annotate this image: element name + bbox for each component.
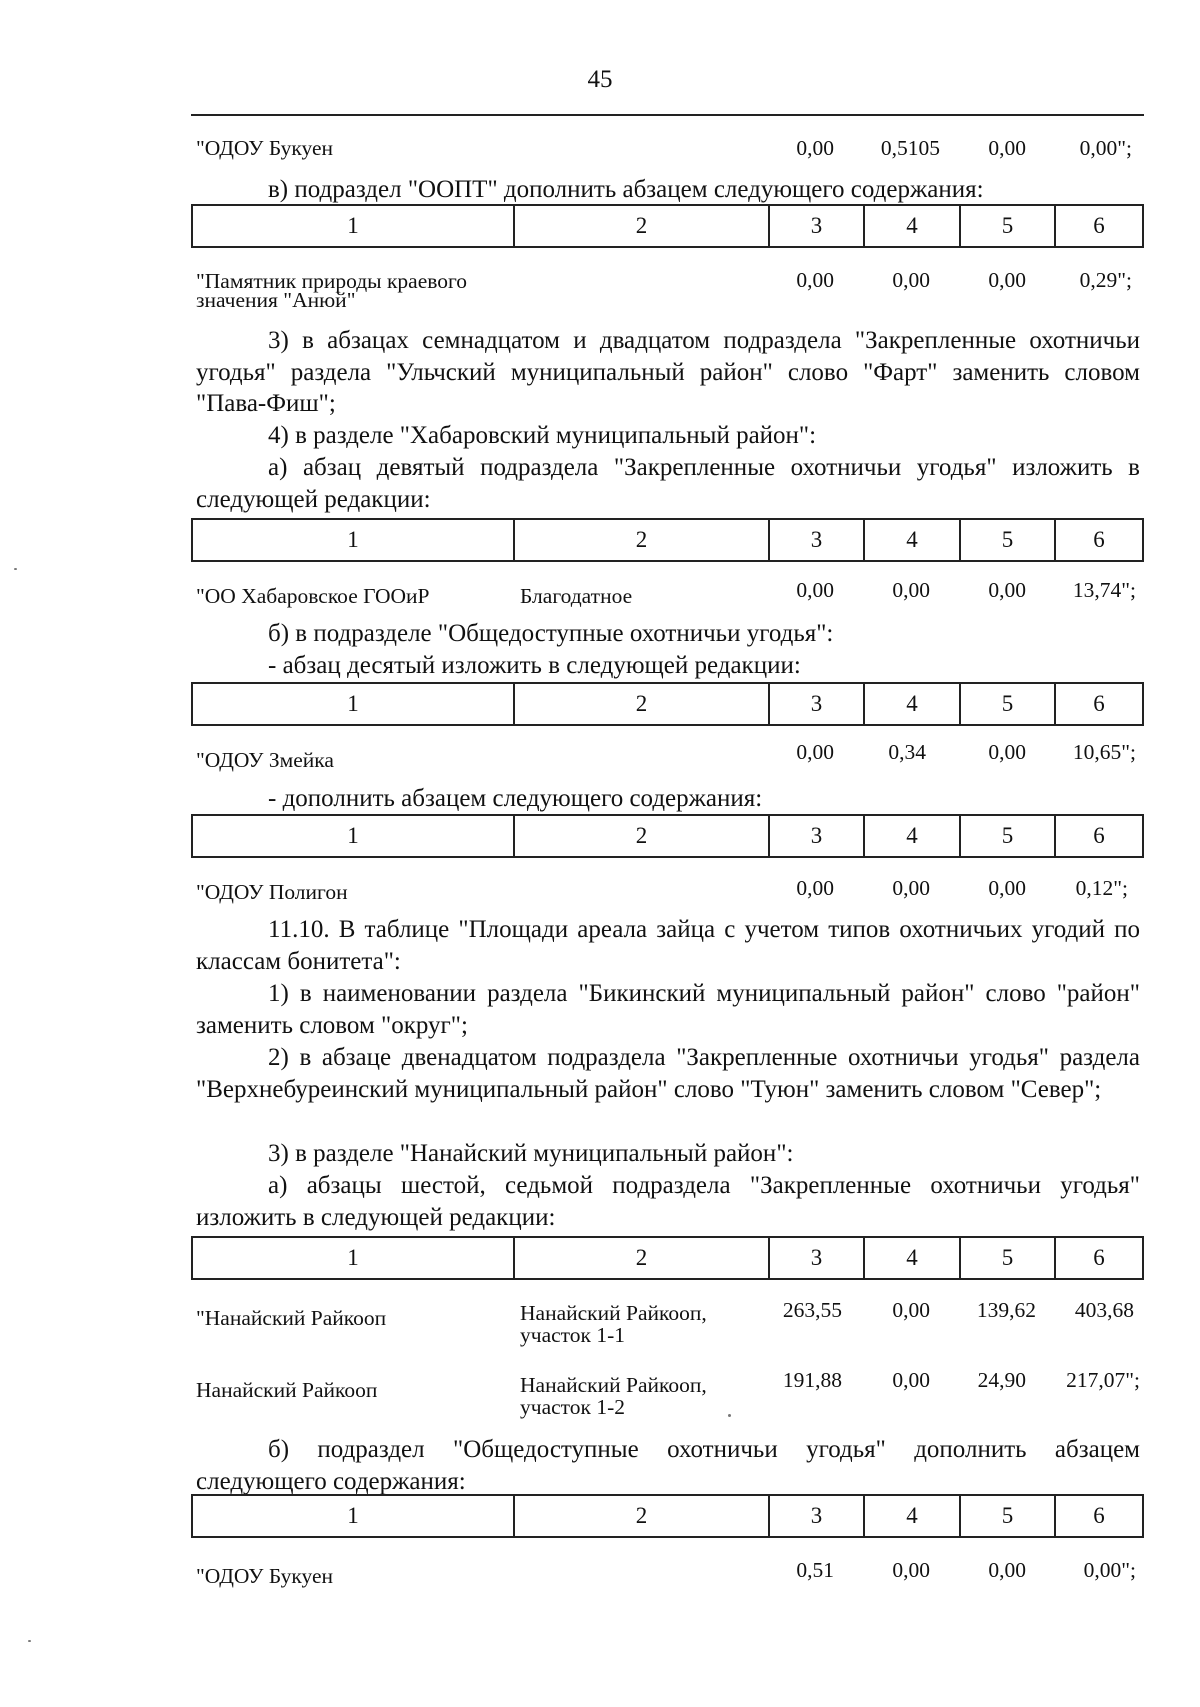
value-col-5: 0,00 [988, 578, 1026, 602]
header-cell: 6 [1054, 684, 1142, 724]
header-cell: 5 [959, 1238, 1054, 1278]
value-col-5: 0,00 [988, 268, 1026, 292]
value-col-3: 0,00 [796, 268, 834, 292]
header-cell: 4 [863, 816, 959, 856]
row-area: Нанайский Райкооп, [520, 1301, 707, 1325]
value-col-4: 0,00 [892, 1368, 930, 1392]
header-cell: 6 [1054, 206, 1142, 246]
value-col-6: 0,00"; [1079, 136, 1132, 160]
header-cell: 2 [513, 1496, 768, 1536]
header-cell: 3 [768, 816, 863, 856]
header-cell: 1 [347, 213, 359, 238]
table-header [191, 1494, 1144, 1538]
header-cell: 3 [768, 520, 863, 560]
value-col-5: 139,62 [976, 1298, 1036, 1322]
value-col-4: 0,00 [892, 1298, 930, 1322]
paragraph: б) в подразделе "Общедоступные охотничьи угодья": [268, 620, 834, 647]
paragraph: в) подраздел "ООПТ" дополнить абзацем следующего содержания: [268, 176, 984, 203]
row-name: "ОДОУ Полигон [196, 880, 348, 904]
paragraph: - абзац десятый изложить в следующей редакции: [268, 652, 801, 679]
header-cell: 5 [959, 1496, 1054, 1536]
header-cell: 4 [863, 206, 959, 246]
header-cell: 4 [863, 520, 959, 560]
value-col-3: 263,55 [782, 1298, 842, 1322]
value-col-3: 0,00 [796, 740, 834, 764]
row-name: "ОДОУ Букуен [196, 136, 334, 160]
value-col-4: 0,00 [892, 578, 930, 602]
header-cell: 6 [1054, 1238, 1142, 1278]
row-area-line-2: участок 1-1 [520, 1323, 625, 1347]
value-col-6: 403,68 [1074, 1298, 1134, 1322]
header-cell: 1 [347, 1245, 359, 1270]
value-col-4: 0,5105 [880, 136, 940, 160]
header-cell: 1 [347, 823, 359, 848]
value-col-6: 217,07"; [1066, 1368, 1140, 1392]
row-name: "ОДОУ Змейка [196, 748, 334, 772]
header-cell: 4 [863, 1496, 959, 1536]
table-header [191, 518, 1144, 562]
header-cell: 2 [513, 206, 768, 246]
value-col-3: 0,51 [796, 1558, 834, 1582]
header-cell: 2 [513, 1238, 768, 1278]
paragraph: 2) в абзаце двенадцатом подраздела "Закрепленные охотничьи угодья" раздела "Верхнебуреинский муниципальный район" слово "Туюн" заменить словом "Север"; [196, 1044, 1140, 1103]
value-col-4: 0,34 [888, 740, 926, 764]
row-name: "ОДОУ Букуен [196, 1564, 334, 1588]
row-area: Благодатное [520, 584, 633, 608]
paragraph: 3) в разделе "Нанайский муниципальный район": [268, 1140, 794, 1167]
table-header [191, 204, 1144, 248]
header-cell: 1 [347, 527, 359, 552]
header-cell: 6 [1054, 1496, 1142, 1536]
row-name-line-2: значения "Анюй" [196, 288, 356, 312]
header-cell: 2 [513, 684, 768, 724]
header-cell: 2 [513, 816, 768, 856]
value-col-4: 0,00 [892, 1558, 930, 1582]
header-cell: 4 [863, 1238, 959, 1278]
value-col-6: 0,29"; [1079, 268, 1132, 292]
header-cell: 4 [863, 684, 959, 724]
row-name: "Памятник природы краевого [196, 269, 468, 293]
header-cell: 5 [959, 684, 1054, 724]
paragraph: - дополнить абзацем следующего содержания: [268, 785, 763, 812]
header-cell: 2 [513, 520, 768, 560]
paragraph: 1) в наименовании раздела "Бикинский муниципальный район" слово "район" заменить словом "округ"; [196, 980, 1140, 1039]
scan-speck [728, 1414, 731, 1417]
paragraph: 11.10. В таблице "Площади ареала зайца с учетом типов охотничьих угодий по классам бонитета": [196, 916, 1140, 975]
value-col-6: 13,74"; [1072, 578, 1136, 602]
value-col-3: 0,00 [796, 578, 834, 602]
table-header [191, 814, 1144, 858]
header-cell: 5 [959, 520, 1054, 560]
header-cell: 5 [959, 816, 1054, 856]
paragraph: а) абзацы шестой, седьмой подраздела "Закрепленные охотничьи угодья" изложить в следующей редакции: [196, 1172, 1140, 1231]
header-cell: 6 [1054, 520, 1142, 560]
value-col-6: 10,65"; [1072, 740, 1136, 764]
value-col-3: 191,88 [782, 1368, 842, 1392]
value-col-5: 24,90 [977, 1368, 1026, 1392]
value-col-5: 0,00 [988, 136, 1026, 160]
header-cell: 6 [1054, 816, 1142, 856]
value-col-3: 0,00 [796, 876, 834, 900]
header-cell: 5 [959, 206, 1054, 246]
row-area-line-2: участок 1-2 [520, 1395, 625, 1419]
header-cell: 3 [768, 1496, 863, 1536]
header-cell: 1 [347, 691, 359, 716]
row-area: Нанайский Райкооп, [520, 1373, 707, 1397]
row-name: "Нанайский Райкооп [196, 1306, 387, 1330]
scan-speck [14, 568, 17, 570]
scan-speck [28, 1640, 31, 1642]
row-name: "ОО Хабаровское ГООиР [196, 584, 430, 608]
header-cell: 1 [347, 1503, 359, 1528]
paragraph: 4) в разделе "Хабаровский муниципальный район": [268, 422, 817, 449]
page-number: 45 [587, 66, 613, 93]
value-col-4: 0,00 [892, 268, 930, 292]
header-rule [191, 114, 1144, 116]
header-cell: 3 [768, 206, 863, 246]
value-col-6: 0,12"; [1075, 876, 1128, 900]
table-header [191, 682, 1144, 726]
value-col-3: 0,00 [796, 136, 834, 160]
header-cell: 3 [768, 1238, 863, 1278]
value-col-5: 0,00 [988, 876, 1026, 900]
paragraph: 3) в абзацах семнадцатом и двадцатом подраздела "Закрепленные охотничьи угодья" раздела "Ульчский муниципальный район" слово "Фарт" заменить словом "Пава-Фиш"; [196, 327, 1140, 417]
value-col-5: 0,00 [988, 1558, 1026, 1582]
row-name: Нанайский Райкооп [196, 1378, 378, 1402]
value-col-4: 0,00 [892, 876, 930, 900]
value-col-6: 0,00"; [1083, 1558, 1136, 1582]
value-col-5: 0,00 [988, 740, 1026, 764]
paragraph: б) подраздел "Общедоступные охотничьи угодья" дополнить абзацем следующего содержания: [196, 1436, 1140, 1495]
paragraph: а) абзац девятый подраздела "Закрепленные охотничьи угодья" изложить в следующей редакции: [196, 454, 1140, 513]
table-header [191, 1236, 1144, 1280]
header-cell: 3 [768, 684, 863, 724]
